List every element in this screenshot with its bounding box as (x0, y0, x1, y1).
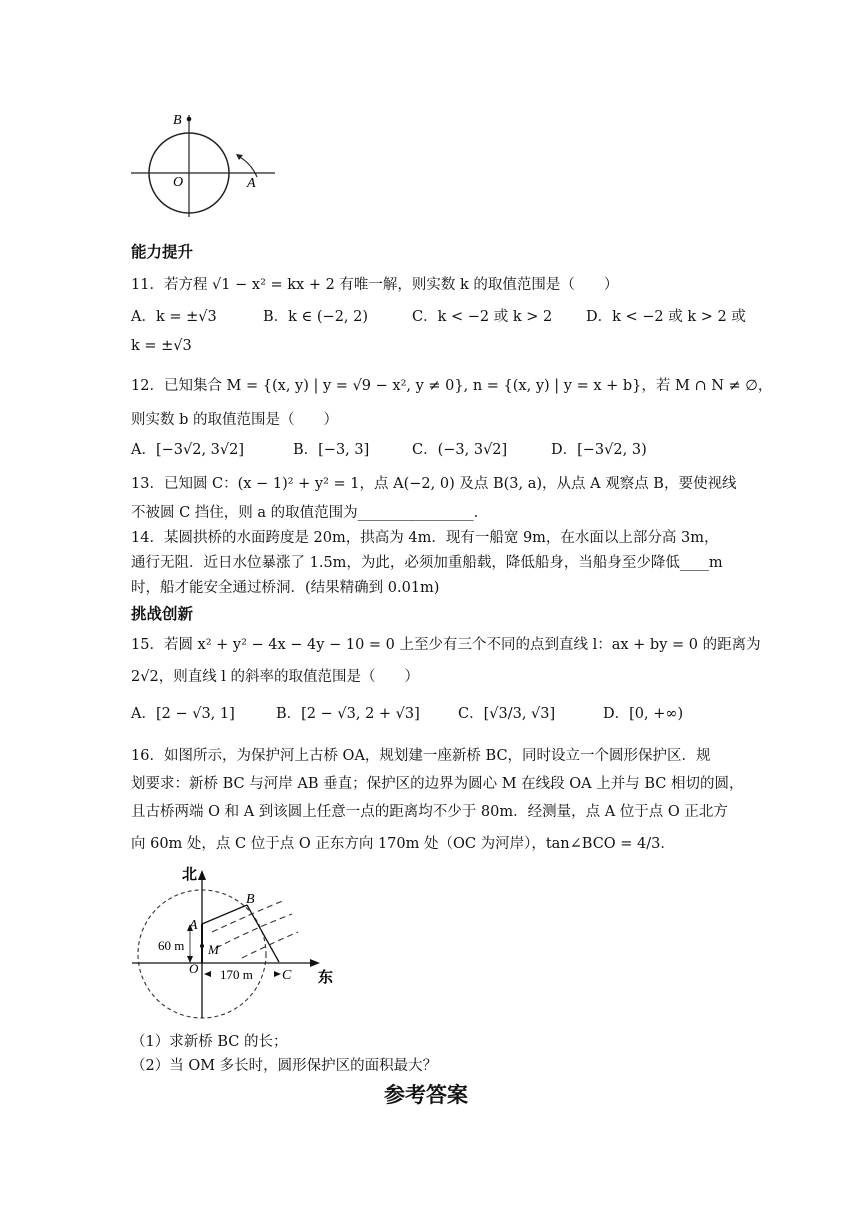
fig2-label-c: C (282, 968, 292, 983)
fig2-label-a: A (189, 918, 198, 933)
q12-option-a: A．[−3√2, 3√2] (131, 442, 245, 458)
q11-stem: 11．若方程 √1 − x² = kx + 2 有唯一解，则实数 k 的取值范围是（ ） (131, 277, 619, 293)
east-arrow-icon (310, 959, 320, 967)
answer-title: 参考答案 (384, 1083, 468, 1107)
fig2-label-north: 北 (182, 867, 198, 883)
q11-option-d: D．k < −2 或 k > 2 或 (586, 309, 746, 325)
fig2-label-60m: 60 m (158, 938, 185, 953)
fig1-label-a: A (247, 176, 256, 191)
q16-sub1: （1）求新桥 BC 的长； (131, 1034, 288, 1050)
bridge-figure (130, 862, 350, 1022)
fig1-label-b: B (173, 113, 182, 128)
circle-figure (125, 105, 285, 225)
q15-line2: 2√2，则直线 l 的斜率的取值范围是（ ） (131, 669, 420, 685)
river-dashes-3 (242, 932, 298, 958)
dim-170-arrow-right-icon (274, 971, 281, 977)
q11-option-a: A．k = ±√3 (131, 309, 217, 325)
q12-option-b: B．[−3, 3] (293, 442, 370, 458)
q14-line1: 14．某圆拱桥的水面跨度是 20m，拱高为 4m．现有一船宽 9m，在水面以上部分高 3m， (131, 530, 719, 546)
q15-line1: 15．若圆 x² + y² − 4x − 4y − 10 = 0 上至少有三个不同的点到直线 l：ax + by = 0 的距离为 (131, 637, 761, 653)
q16-line3: 且古桥两端 O 和 A 到该圆上任意一点的距离均不少于 80m．经测量，点 A 位于点 O 正北方 (131, 804, 728, 820)
fig2-label-o: O (189, 961, 199, 976)
section-heading-ability: 能力提升 (131, 243, 194, 261)
q13-line2: 不被圆 C 挡住，则 a 的取值范围为________________. (131, 505, 479, 521)
q12-option-d: D．[−3√2, 3) (551, 442, 647, 458)
q12-stem-cont: 则实数 b 的取值范围是（ ） (131, 412, 338, 428)
riverbank-ab (202, 905, 247, 924)
dim-170-arrow-left-icon (204, 971, 211, 977)
q15-option-b: B．[2 − √3, 2 + √3] (276, 706, 420, 722)
section-heading-challenge: 挑战创新 (131, 605, 194, 623)
fig2-label-b: B (246, 892, 255, 907)
q16-sub2: （2）当 OM 多长时，圆形保护区的面积最大？ (131, 1058, 438, 1074)
q11-option-b: B．k ∈ (−2, 2) (263, 309, 369, 325)
river-dashes-2 (216, 914, 292, 948)
q15-option-a: A．[2 − √3, 1] (131, 706, 235, 722)
q16-line4: 向 60m 处，点 C 位于点 O 正东方向 170m 处（OC 为河岸），tan∠BCO = 4/3． (131, 836, 675, 852)
point-m-dot (200, 944, 204, 948)
fig2-label-m: M (208, 942, 219, 957)
q15-option-c: C．[√3/3, √3] (458, 706, 556, 722)
q12-stem: 12．已知集合 M = {(x, y) | y = √9 − x², y ≠ 0}, n = {(x, y) | y = x + b}，若 M ∩ N ≠ ∅， (131, 378, 773, 394)
rotation-arrow (238, 156, 257, 177)
q15-option-d: D．[0, +∞) (603, 706, 684, 722)
fig1-label-o: O (173, 175, 184, 190)
q14-line2: 通行无阻．近日水位暴涨了 1.5m，为此，必须加重船载，降低船身，当船身至少降低____m (131, 555, 723, 571)
q13-line1: 13．已知圆 C：(x − 1)² + y² = 1，点 A(−2, 0) 及点 B(3, a)，从点 A 观察点 B，要使视线 (131, 476, 737, 492)
point-b-dot (187, 117, 192, 122)
q14-line3: 时，船才能安全通过桥洞．(结果精确到 0.01m) (131, 580, 440, 596)
q11-option-d-cont: k = ±√3 (131, 338, 192, 354)
north-arrow-icon (198, 870, 206, 880)
q16-line2: 划要求：新桥 BC 与河岸 AB 垂直；保护区的边界为圆心 M 在线段 OA 上并与 BC 相切的圆， (131, 776, 744, 792)
q11-option-c: C．k < −2 或 k > 2 (412, 309, 553, 325)
q16-line1: 16．如图所示，为保护河上古桥 OA，规划建一座新桥 BC，同时设立一个圆形保护区．规 (131, 748, 711, 764)
q12-option-c: C．(−3, 3√2] (412, 442, 508, 458)
fig2-label-170m: 170 m (220, 967, 253, 982)
fig2-label-east: 东 (318, 970, 334, 986)
